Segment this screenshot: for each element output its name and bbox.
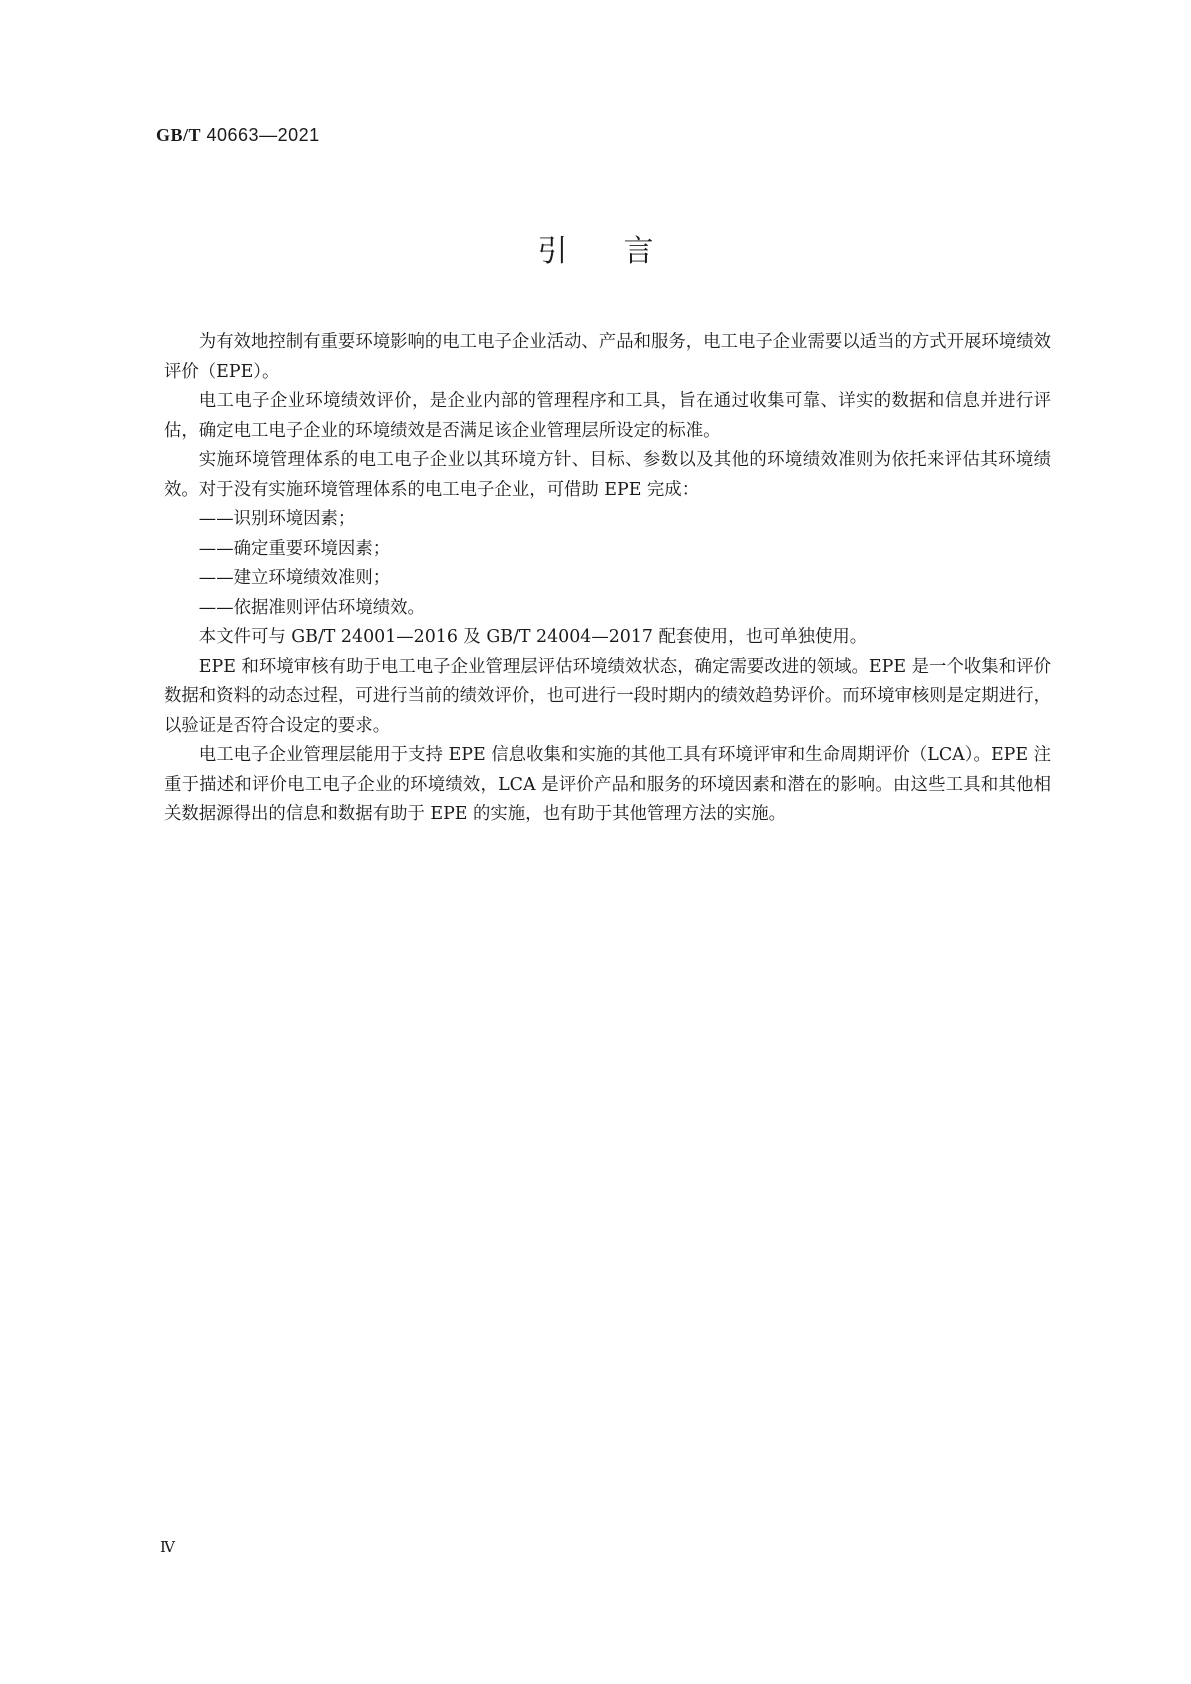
list-item: ——识别环境因素； [198, 509, 356, 529]
list-item: ——建立环境绩效准则； [198, 568, 391, 588]
standard-code: 40663—2021 [201, 125, 320, 145]
standard-prefix: GB/T [156, 125, 202, 145]
page-title: 引言 [537, 234, 710, 269]
paragraph: 本文件可与 GB/T 24001—2016 及 GB/T 24004—2017 配套使用，也可单独使用。 [198, 627, 868, 647]
list-item: ——确定重要环境因素； [198, 538, 391, 559]
paragraph: 电工电子企业环境绩效评价，是企业内部的管理程序和工具，旨在通过收集可靠、详实的数据和信息并进行评估，确定电工电子企业的环境绩效是否满足该企业管理层所设定的标准。 [164, 391, 1051, 441]
introduction-body [164, 328, 1051, 830]
paragraph: 电工电子企业管理层能用于支持 EPE 信息收集和实施的其他工具有环境评审和生命周期评价（LCA）。EPE 注重于描述和评价电工电子企业的环境绩效，LCA 是评价产品和服务的环境因素和潜在的影响。由这些工具和其他相关数据源得出的信息和数据有助于 EPE 的实施，也有助于其他管理方法的实施。 [164, 745, 1051, 824]
page-number: Ⅳ [160, 1538, 175, 1556]
paragraph: 为有效地控制有重要环境影响的电工电子企业活动、产品和服务，电工电子企业需要以适当的方式开展环境绩效评价（EPE）。 [164, 332, 1051, 382]
list-item: ——依据准则评估环境绩效。 [198, 597, 425, 618]
paragraph: 实施环境管理体系的电工电子企业以其环境方针、目标、参数以及其他的环境绩效准则为依托来评估其环境绩效。对于没有实施环境管理体系的电工电子企业，可借助 EPE 完成： [164, 450, 1051, 500]
standard-number [156, 125, 320, 146]
paragraph: EPE 和环境审核有助于电工电子企业管理层评估环境绩效状态，确定需要改进的领域。EPE 是一个收集和评价数据和资料的动态过程，可进行当前的绩效评价，也可进行一段时期内的绩效趋势评价。而环境审核则是定期进行，以验证是否符合设定的要求。 [164, 656, 1051, 736]
